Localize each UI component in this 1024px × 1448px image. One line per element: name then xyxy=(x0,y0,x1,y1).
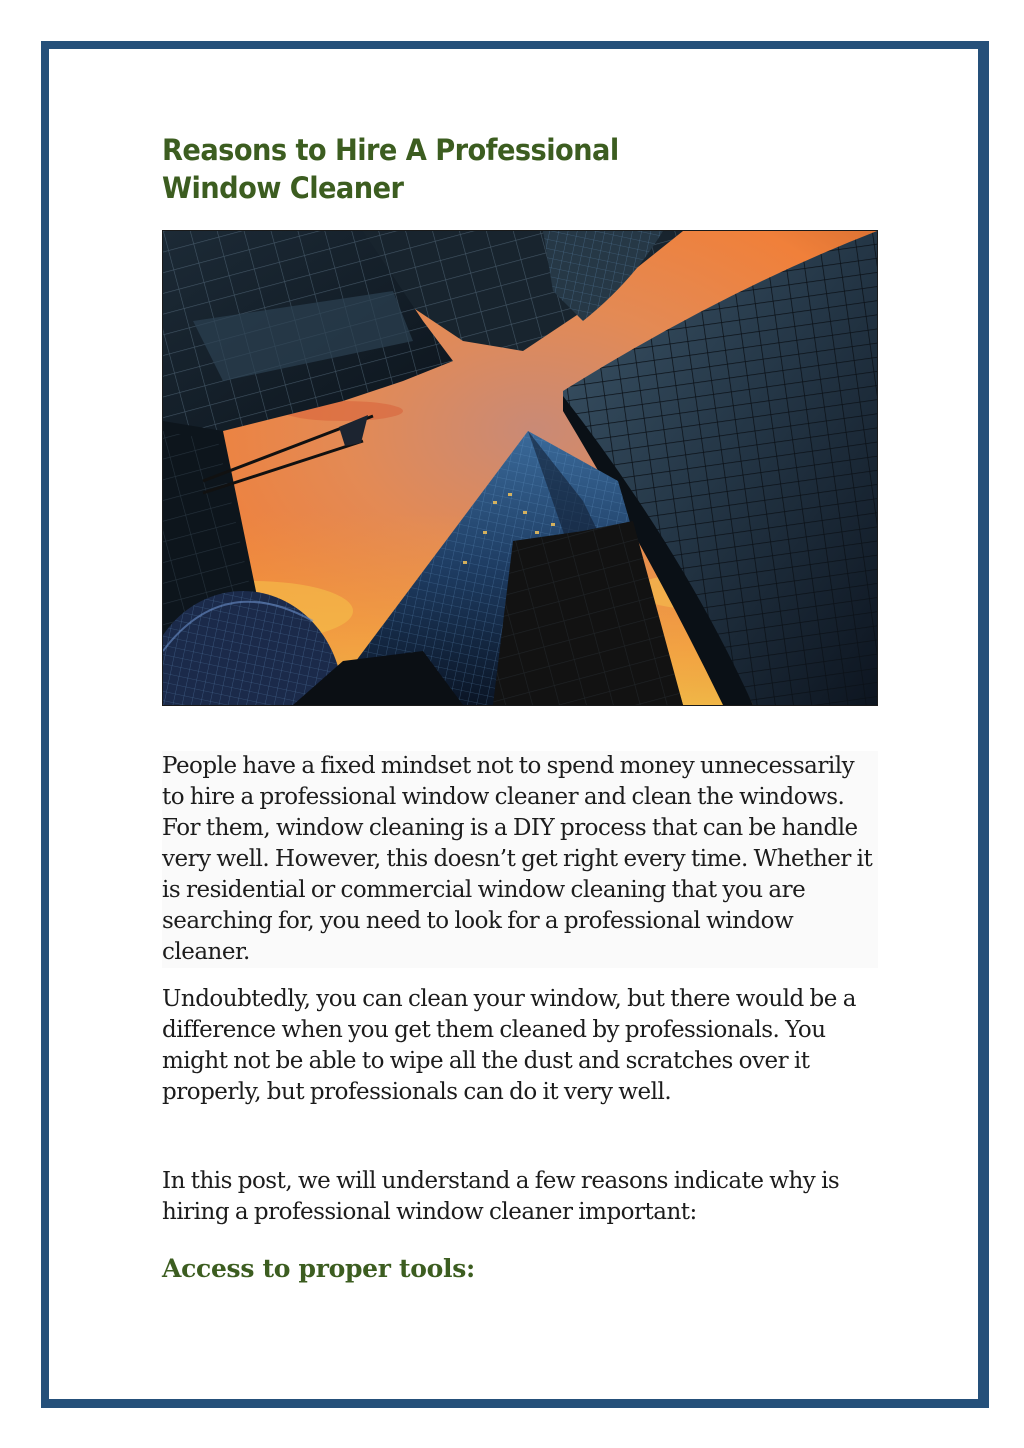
paragraph-intro: People have a fixed mindset not to spend money unnecessarily to hire a professional window cleaner and clean the windows. For them, window cleaning is a DIY process that can be handle very well. However, this doesn’t get right every time. Whether it is residential or commercial window cleaning that you are searching for, you need to look for a professional window cleaner. xyxy=(162,751,878,968)
section-heading-proper-tools: Access to proper tools: xyxy=(162,1254,475,1283)
page-frame xyxy=(41,41,989,1408)
paragraph-post-overview: In this post, we will understand a few reasons indicate why is hiring a professional window cleaner important: xyxy=(162,1168,840,1225)
skyscrapers-photo xyxy=(162,230,878,706)
paragraph-diy-comparison: Undoubtedly, you can clean your window, but there would be a difference when you get them cleaned by professionals. You might not be able to wipe all the dust and scratches over it properly, but professionals can do it very well. xyxy=(162,986,856,1105)
document-title: Reasons to Hire A Professional Window Cleaner xyxy=(162,133,619,205)
